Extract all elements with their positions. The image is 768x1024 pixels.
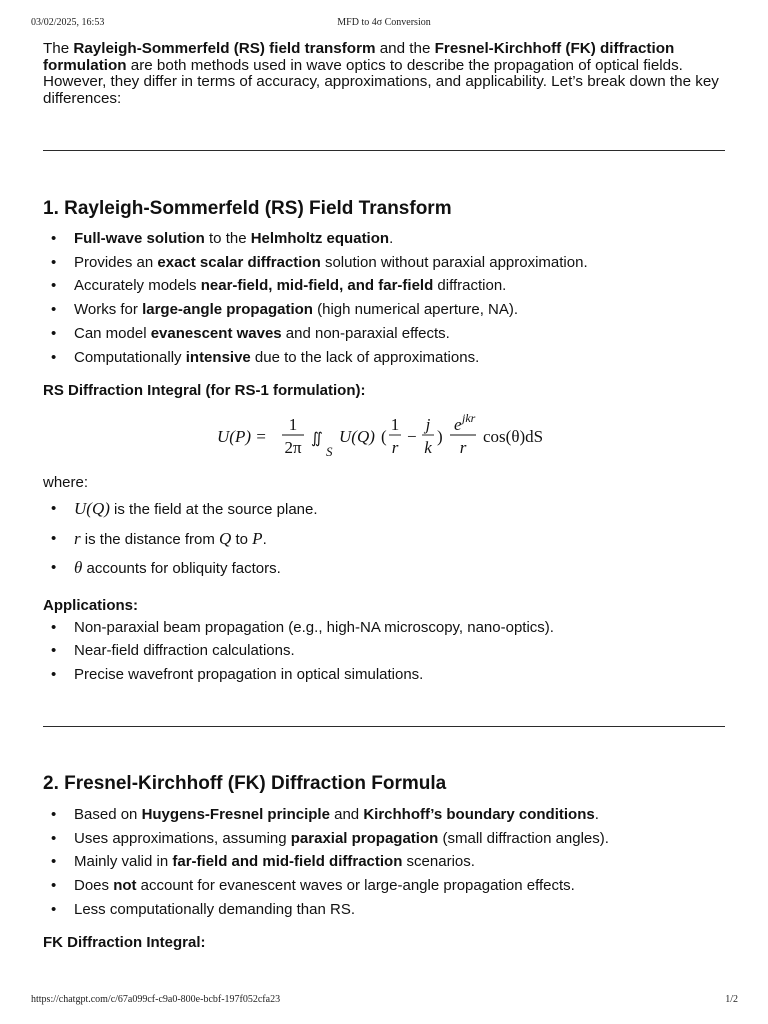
formula-tail: cos(θ)dS	[483, 427, 544, 447]
text: Mainly valid in	[74, 853, 173, 871]
intro-text: The	[43, 40, 74, 57]
list-item	[43, 251, 725, 275]
list-item	[43, 322, 725, 346]
intro-bold-fk: Fresnel-Kirchhoff (FK) diffraction formulation	[43, 40, 675, 74]
where-list	[43, 495, 725, 584]
text: Less computationally demanding than RS.	[74, 900, 356, 918]
formula-frac3-num: j	[425, 415, 431, 435]
text: is the distance from	[80, 530, 220, 548]
bold-text: Huygens-Fresnel principle	[141, 805, 330, 823]
rs-integral-title: RS Diffraction Integral (for RS-1 formulation):	[43, 382, 366, 400]
list-item: • Precise wavefront propagation in optical simulations.	[43, 663, 725, 687]
list-item: • Near-field diffraction calculations.	[43, 639, 725, 663]
math-symbol: U(Q)	[74, 499, 110, 519]
math-symbol: θ	[74, 558, 83, 578]
list-item	[43, 850, 725, 874]
formula-close-paren: )	[437, 427, 443, 447]
intro-text: and the	[375, 40, 435, 57]
text: .	[389, 230, 394, 247]
intro-bold-rs: Rayleigh-Sommerfeld (RS) field transform	[73, 40, 376, 57]
section-divider	[43, 726, 725, 727]
formula-integral: ∬	[311, 431, 323, 448]
bold-text: evanescent waves	[150, 324, 282, 342]
bold-text: Kirchhoff’s boundary conditions	[363, 805, 595, 823]
list-item: • Non-paraxial beam propagation (e.g., high-NA microscopy, nano-optics).	[43, 616, 725, 640]
text: (high numerical aperture, NA).	[312, 301, 519, 319]
bold-text: far-field and mid-field diffraction	[172, 853, 403, 871]
formula-frac1-num: 1	[288, 415, 298, 435]
section-1-heading: 1. Rayleigh-Sommerfeld (RS) Field Transform	[43, 198, 452, 219]
text: Uses approximations, assuming	[74, 829, 291, 847]
formula-exp-base: e	[454, 415, 462, 435]
text: Computationally	[74, 348, 186, 366]
intro-paragraph	[43, 41, 725, 107]
print-url: https://chatgpt.com/c/67a099cf-c9a0-800e-bcbf-197f052cfa23	[31, 994, 281, 1005]
text: is the field at the source plane.	[109, 501, 318, 519]
formula-frac3-den: k	[424, 438, 432, 458]
formula-subscript: S	[326, 444, 333, 460]
list-item	[43, 227, 725, 251]
print-page-title: MFD to 4σ Conversion	[337, 17, 431, 28]
formula-minus: −	[407, 427, 417, 447]
bold-text: paraxial propagation	[290, 829, 439, 847]
formula-frac2-num: 1	[390, 415, 400, 435]
text: Based on	[74, 805, 142, 823]
list-item	[43, 346, 725, 370]
text: solution without paraxial approximation.	[320, 253, 588, 271]
intro-text: are both methods used in wave optics to describe the propagation of optical fields. However, they differ in terms of accuracy, approximations, and applicability. Let’s break down the key differences:	[43, 56, 719, 107]
section-divider	[43, 150, 725, 151]
text: account for evanescent waves or large-angle propagation effects.	[136, 876, 575, 894]
list-item	[43, 554, 725, 584]
bold-text: intensive	[185, 348, 251, 366]
list-item	[43, 495, 725, 525]
document-content	[43, 41, 725, 953]
formula-open-paren: (	[381, 427, 387, 447]
text: .	[262, 530, 267, 548]
formula-frac2-den: r	[391, 438, 399, 458]
formula-frac1-den: 2π	[284, 438, 302, 458]
text: to	[231, 530, 253, 548]
text: to the	[204, 230, 251, 247]
text: and non-paraxial effects.	[281, 324, 450, 342]
print-page-number: 1/2	[725, 994, 738, 1005]
applications-label: Applications:	[43, 596, 139, 614]
bold-text: near-field, mid-field, and far-field	[200, 277, 434, 295]
list-item	[43, 898, 725, 922]
bold-text: Helmholtz equation	[250, 230, 390, 247]
text: Provides an	[74, 253, 158, 271]
list-item	[43, 274, 725, 298]
applications-list	[43, 616, 725, 687]
text: Accurately models	[74, 277, 201, 295]
formula-exp-sup: jkr	[462, 411, 476, 426]
math-symbol: Q	[219, 528, 232, 548]
fk-integral-title: FK Diffraction Integral:	[43, 934, 206, 952]
text: due to the lack of approximations.	[250, 348, 480, 366]
text: (small diffraction angles).	[438, 829, 609, 847]
rs-features-list	[43, 227, 725, 369]
rs-diffraction-formula	[43, 409, 725, 461]
section-2-heading: 2. Fresnel-Kirchhoff (FK) Diffraction Formula	[43, 772, 447, 794]
formula-frac4-den: r	[459, 438, 467, 458]
text: scenarios.	[402, 853, 475, 871]
text: Works for	[74, 301, 143, 319]
bold-text: large-angle propagation	[142, 301, 313, 319]
text: Does	[74, 876, 114, 894]
bold-text: Full-wave solution	[74, 230, 205, 247]
bold-text: exact scalar diffraction	[157, 253, 321, 271]
math-symbol: r	[74, 528, 81, 548]
text: accounts for obliquity factors.	[82, 560, 281, 578]
list-item	[43, 298, 725, 322]
where-label: where:	[43, 474, 89, 492]
text: .	[594, 805, 599, 823]
fk-features-list	[43, 803, 725, 922]
text: and	[329, 805, 364, 823]
list-item	[43, 803, 725, 827]
bold-text: not	[113, 876, 137, 894]
formula-lhs: U(P) =	[217, 427, 267, 447]
print-datetime: 03/02/2025, 16:53	[31, 17, 105, 28]
text: diffraction.	[433, 277, 507, 295]
list-item	[43, 874, 725, 898]
list-item	[43, 525, 725, 555]
formula-uq: U(Q)	[339, 427, 375, 447]
text: Can model	[74, 324, 151, 342]
list-item	[43, 827, 725, 851]
formula-svg	[43, 409, 725, 461]
math-symbol: P	[252, 528, 263, 548]
